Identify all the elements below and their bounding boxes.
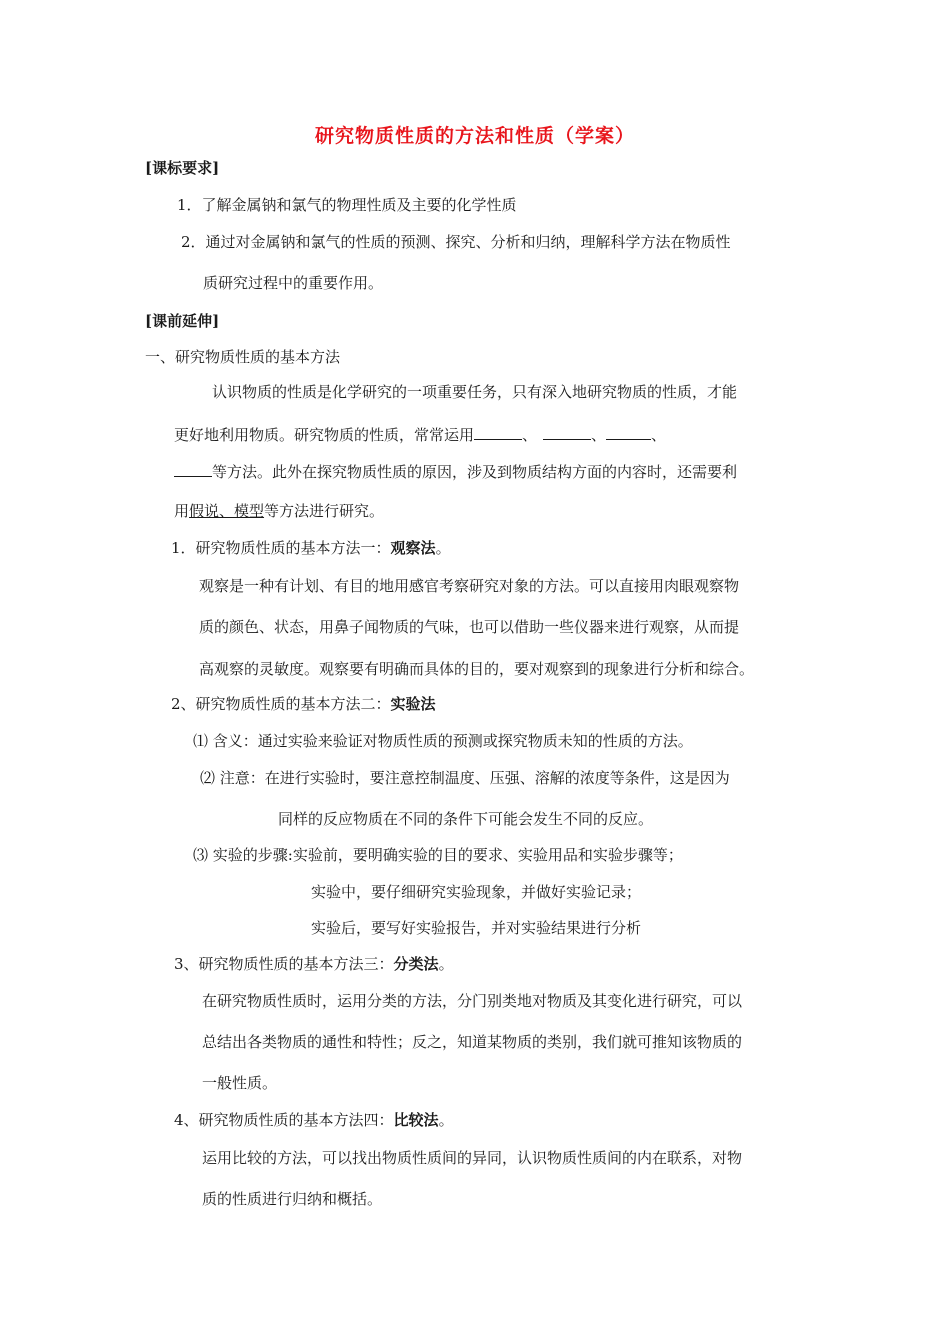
method3-heading-end: 。: [438, 955, 454, 973]
method2-point-3-line2: 实验中，要仔细研究实验现象，并做好实验记录；: [311, 883, 642, 901]
intro-line-3: [174, 462, 737, 482]
method3-body-1: 在研究物质性质时，运用分类的方法，分门别类地对物质及其变化进行研究，可以: [202, 992, 743, 1010]
method4-heading: [174, 1110, 454, 1130]
blank-separator-1: 、: [522, 426, 538, 444]
section-heading-requirements: [课标要求]: [145, 159, 220, 177]
fill-blank-4[interactable]: [174, 462, 212, 477]
blank-separator-2: 、: [591, 426, 607, 444]
part1-heading: 一、研究物质性质的基本方法: [145, 348, 341, 366]
intro-line-4-underlined: 假说、模型: [189, 502, 265, 520]
requirement-item-2-line2: 质研究过程中的重要作用。: [203, 274, 384, 292]
fill-blank-2[interactable]: [543, 425, 591, 440]
requirement-item-2-line1: 2．通过对金属钠和氯气的性质的预测、探究、分析和归纳，理解科学方法在物质性: [181, 233, 731, 251]
method3-body-3: 一般性质。: [202, 1074, 278, 1092]
fill-blank-3[interactable]: [606, 425, 651, 440]
method1-body-2: 质的颜色、状态，用鼻子闻物质的气味，也可以借助一些仪器来进行观察，从而提: [199, 618, 740, 636]
intro-line-3-text: 等方法。此外在探究物质性质的原因，涉及到物质结构方面的内容时，还需要利: [212, 463, 738, 481]
intro-line-2: [174, 425, 666, 445]
method4-heading-text: 4、研究物质性质的基本方法四：: [174, 1111, 394, 1129]
method1-heading-end: 。: [435, 539, 451, 557]
intro-line-1: 认识物质的性质是化学研究的一项重要任务，只有深入地研究物质的性质，才能: [212, 383, 738, 401]
requirement-item-1: 1．了解金属钠和氯气的物理性质及主要的化学性质: [177, 196, 517, 214]
method2-name: 实验法: [390, 695, 436, 713]
method3-body-2: 总结出各类物质的通性和特性；反之，知道某物质的类别，我们就可推知该物质的: [202, 1033, 743, 1051]
method4-body-2: 质的性质进行归纳和概括。: [202, 1190, 383, 1208]
method2-heading: [171, 694, 436, 714]
method2-point-3-line1: ⑶ 实验的步骤:实验前，要明确实验的目的要求、实验用品和实验步骤等；: [193, 846, 683, 864]
method1-body-1: 观察是一种有计划、有目的地用感官考察研究对象的方法。可以直接用肉眼观察物: [199, 577, 740, 595]
method3-heading: [174, 954, 454, 974]
method1-body-3: 高观察的灵敏度。观察要有明确而具体的目的，要对观察到的现象进行分析和综合。: [199, 660, 755, 678]
fill-blank-1[interactable]: [474, 425, 522, 440]
intro-line-4-suffix: 等方法进行研究。: [264, 502, 385, 520]
page-title: 研究物质性质的方法和性质（学案）: [314, 125, 635, 147]
method1-heading-text: 1．研究物质性质的基本方法一：: [171, 539, 391, 557]
method4-heading-end: 。: [438, 1111, 454, 1129]
method2-point-3-line3: 实验后，要写好实验报告，并对实验结果进行分析: [311, 919, 642, 937]
method3-heading-text: 3、研究物质性质的基本方法三：: [174, 955, 394, 973]
method2-point-2-line2: 同样的反应物质在不同的条件下可能会发生不同的反应。: [278, 810, 654, 828]
method3-name: 分类法: [393, 955, 439, 973]
method1-name: 观察法: [390, 539, 436, 557]
method4-name: 比较法: [393, 1111, 439, 1129]
method4-body-1: 运用比较的方法，可以找出物质性质间的异同，认识物质性质间的内在联系，对物: [202, 1149, 743, 1167]
section-heading-preview: [课前延伸]: [145, 312, 220, 330]
blank-separator-3: 、: [651, 426, 667, 444]
intro-line-2-text: 更好地利用物质。研究物质的性质，常常运用: [174, 426, 475, 444]
intro-line-4: [174, 501, 384, 521]
method2-heading-text: 2、研究物质性质的基本方法二：: [171, 695, 391, 713]
intro-line-4-prefix: 用: [174, 502, 190, 520]
method1-heading: [171, 538, 451, 558]
method2-point-1: ⑴ 含义：通过实验来验证对物质性质的预测或探究物质未知的性质的方法。: [193, 732, 693, 750]
method2-point-2-line1: ⑵ 注意：在进行实验时，要注意控制温度、压强、溶解的浓度等条件，这是因为: [200, 769, 730, 787]
